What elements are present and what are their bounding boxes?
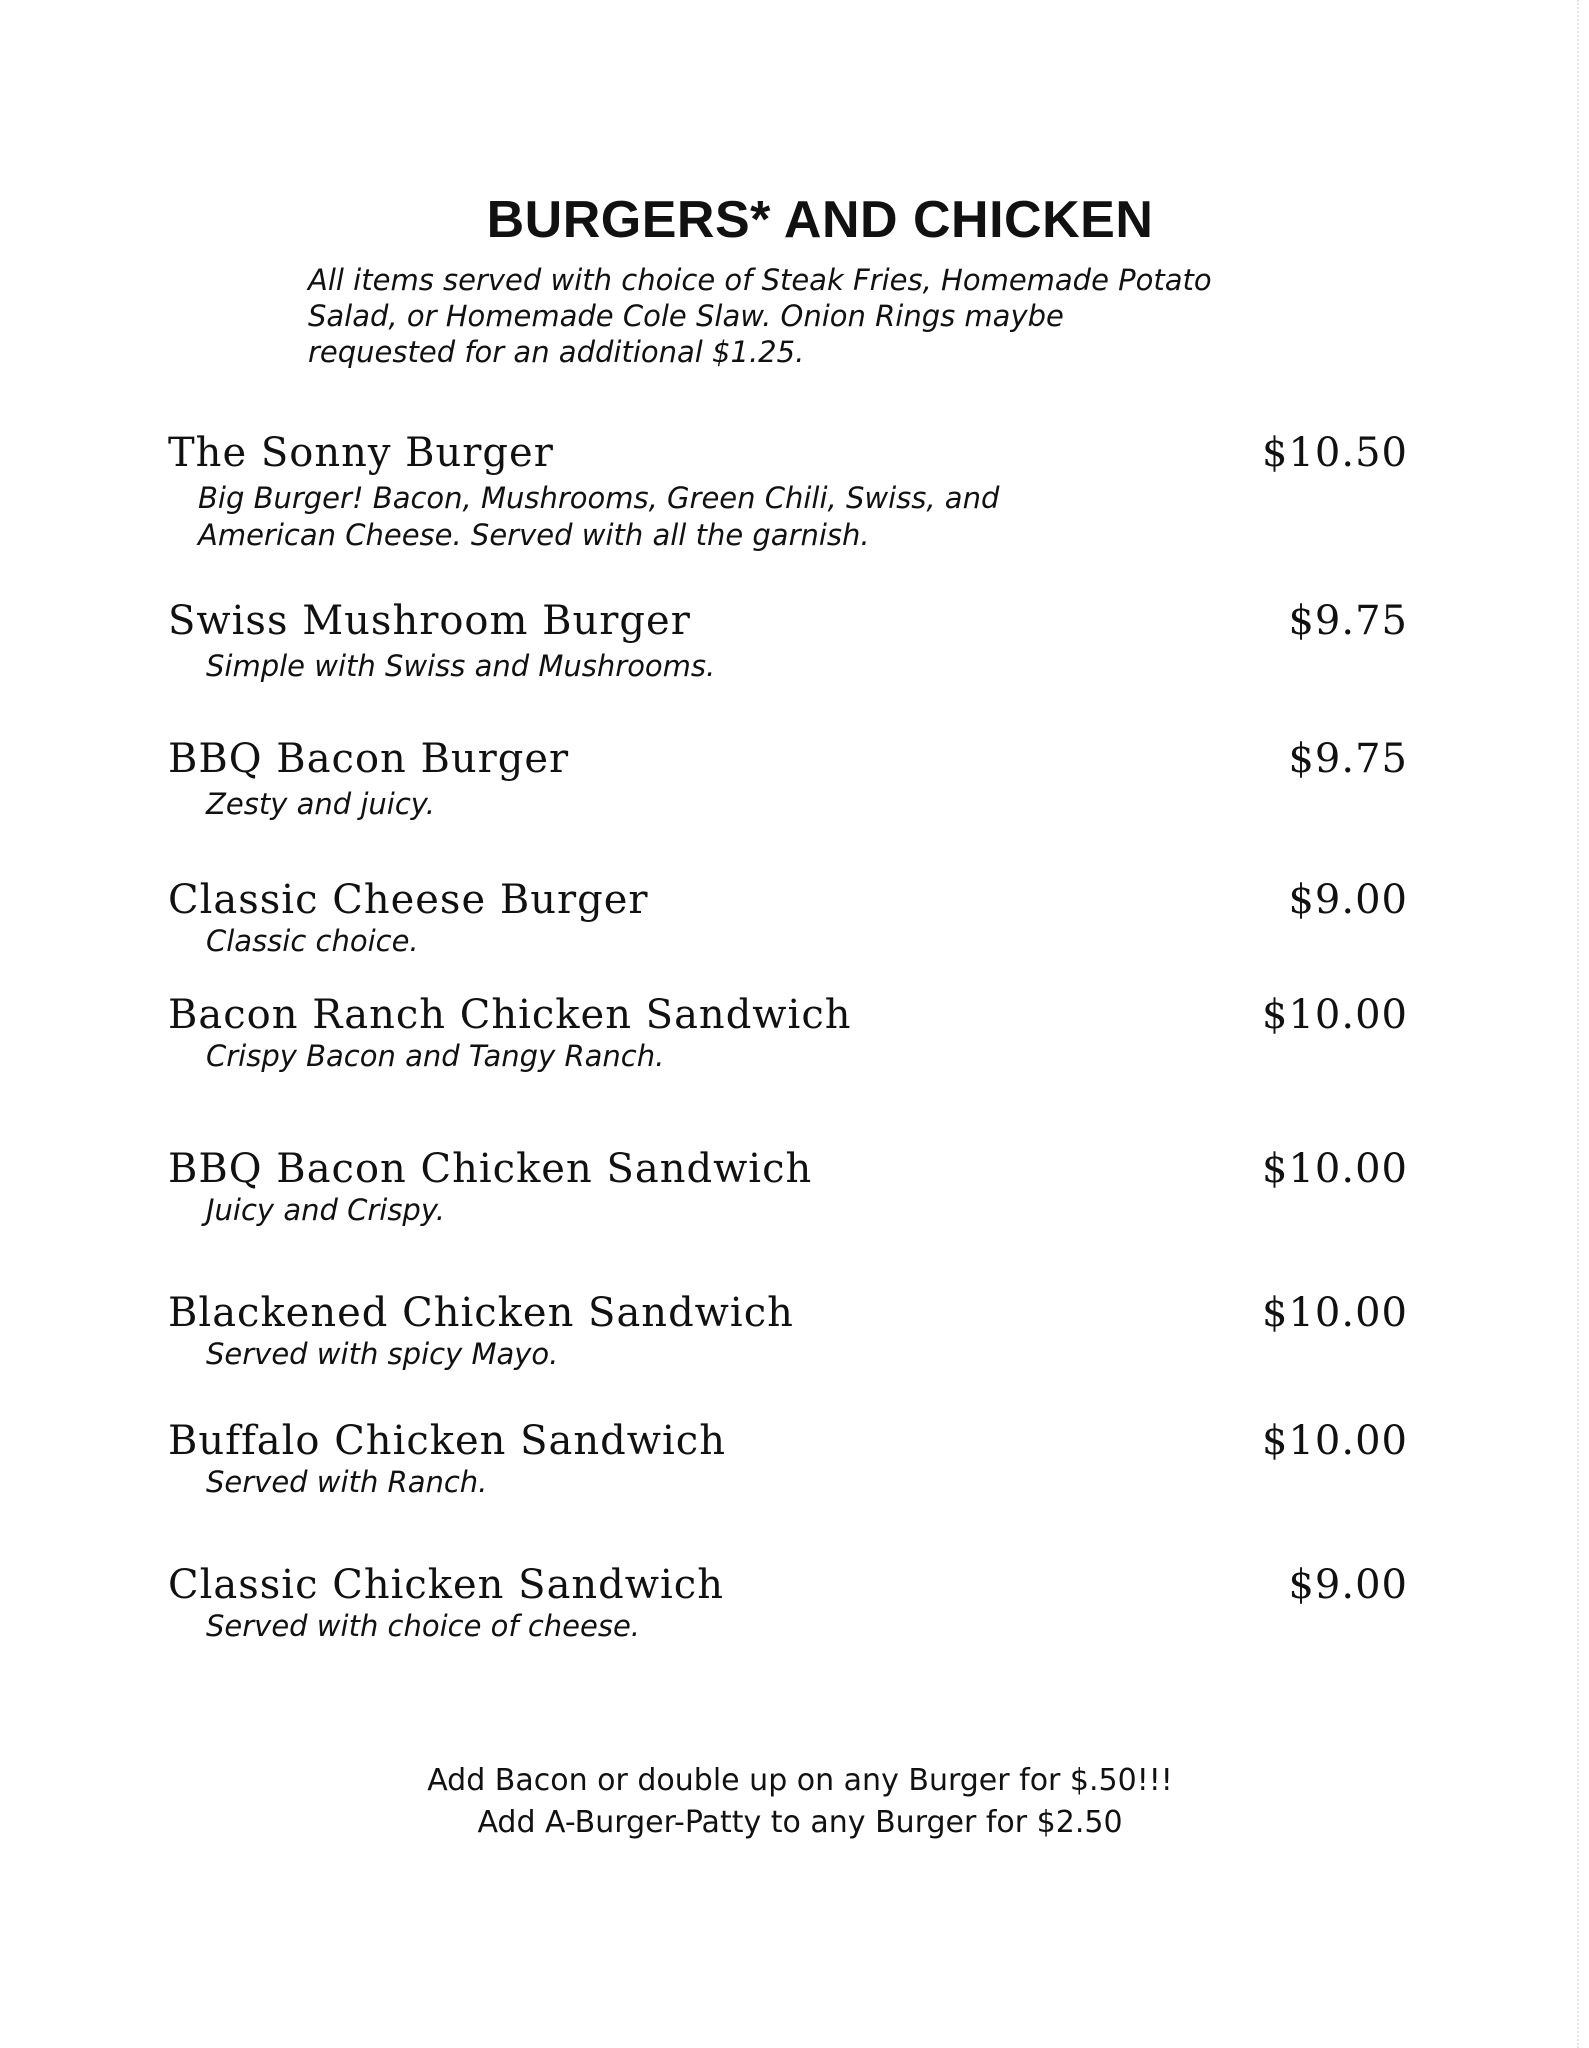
item-description: Served with Ranch. — [206, 1465, 488, 1499]
item-name: Classic Cheese Burger — [168, 877, 649, 923]
item-name: The Sonny Burger — [168, 430, 554, 476]
menu-title: BURGERS* AND CHICKEN — [486, 191, 1154, 249]
item-description: Classic choice. — [206, 924, 419, 958]
item-name: BBQ Bacon Chicken Sandwich — [168, 1146, 813, 1192]
item-description: Served with choice of cheese. — [206, 1609, 641, 1643]
menu-footer — [0, 1760, 1589, 1844]
menu-intro: All items served with choice of Steak Fries, Homemade Potato Salad, or Homemade Cole Slaw. Onion Rings maybe requested for an additional $1.25. — [308, 263, 1212, 369]
item-description: Served with spicy Mayo. — [206, 1337, 559, 1371]
item-description: Big Burger! Bacon, Mushrooms, Green Chili, Swiss, and American Cheese. Served with all the garnish. — [198, 481, 1000, 552]
footer-line: Add A-Burger-Patty to any Burger for $2.50 — [477, 1805, 1123, 1840]
item-description: Juicy and Crispy. — [206, 1193, 445, 1227]
item-price: $9.75 — [1288, 736, 1408, 782]
item-price: $9.75 — [1288, 598, 1408, 644]
item-price: $10.00 — [1262, 1418, 1408, 1464]
item-name: BBQ Bacon Burger — [168, 736, 570, 782]
item-price: $10.00 — [1262, 1290, 1408, 1336]
item-description: Crispy Bacon and Tangy Ranch. — [206, 1039, 665, 1073]
item-name: Buffalo Chicken Sandwich — [168, 1418, 726, 1464]
item-description: Simple with Swiss and Mushrooms. — [206, 649, 716, 683]
item-price: $10.50 — [1262, 430, 1408, 476]
item-name: Classic Chicken Sandwich — [168, 1562, 724, 1608]
item-description: Zesty and juicy. — [206, 787, 435, 821]
item-price: $10.00 — [1262, 992, 1408, 1038]
scan-edge-marks — [1575, 0, 1579, 2048]
item-price: $9.00 — [1288, 1562, 1408, 1608]
footer-line: Add Bacon or double up on any Burger for $.50!!! — [427, 1763, 1173, 1798]
item-price: $9.00 — [1288, 877, 1408, 923]
item-name: Bacon Ranch Chicken Sandwich — [168, 992, 852, 1038]
item-name: Swiss Mushroom Burger — [168, 598, 691, 644]
item-name: Blackened Chicken Sandwich — [168, 1290, 794, 1336]
item-price: $10.00 — [1262, 1146, 1408, 1192]
